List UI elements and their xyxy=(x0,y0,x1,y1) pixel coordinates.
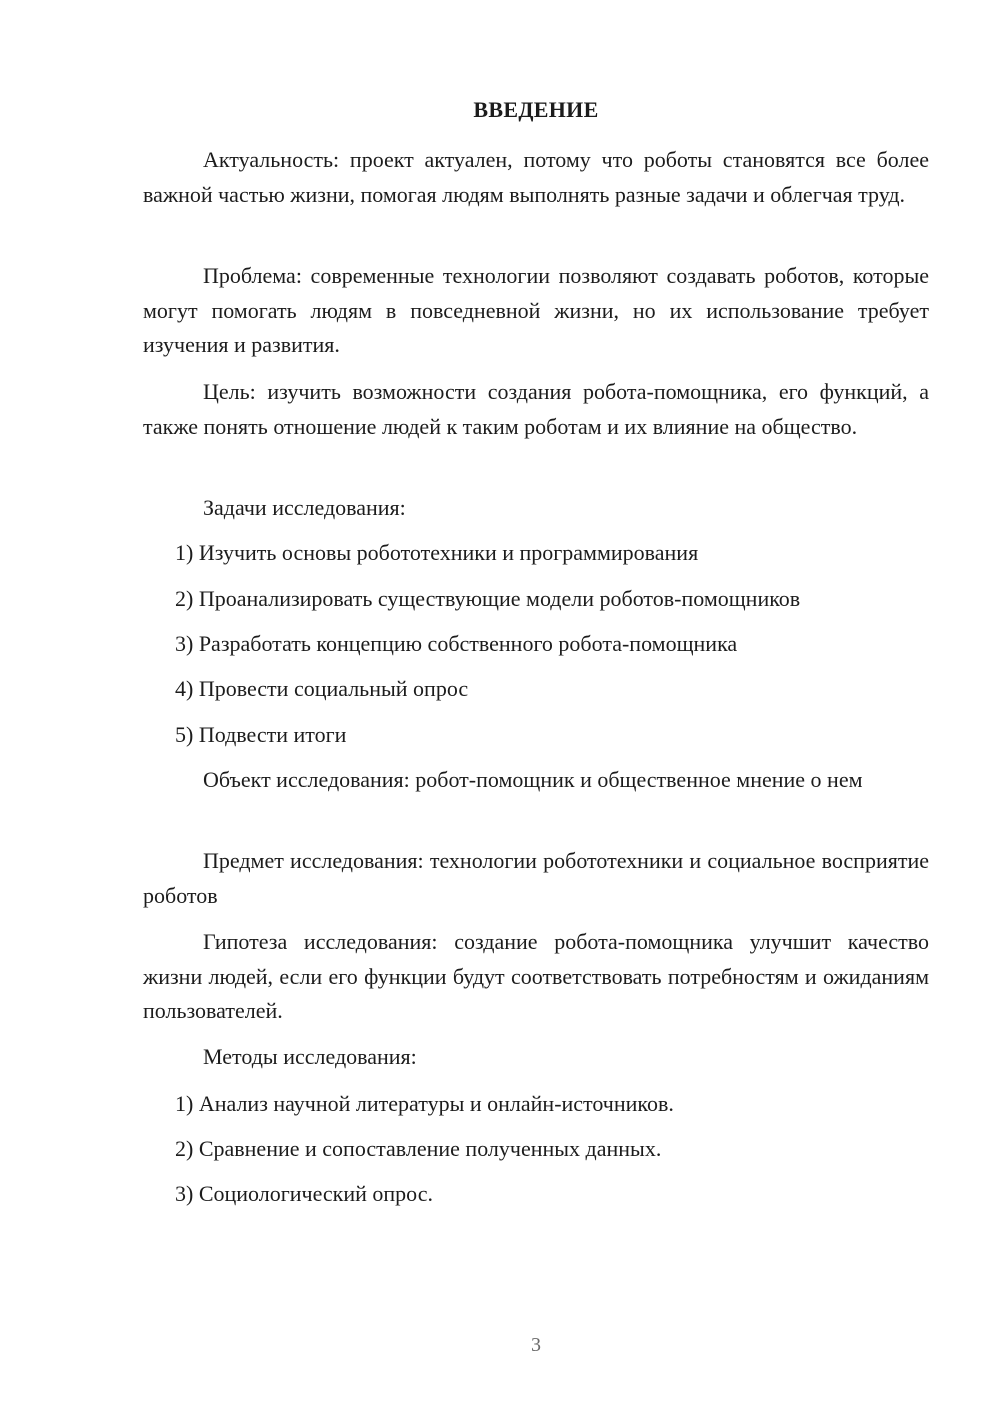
hypothesis-paragraph: Гипотеза исследования: создание робота-помощника улучшит качество жизни людей, если его функции будут соответствовать потребностям и ожиданиям пользователей. xyxy=(143,929,929,1023)
method-item-1: 1) Анализ научной литературы и онлайн-источников. xyxy=(175,1091,674,1116)
task-item-3: 3) Разработать концепцию собственного робота-помощника xyxy=(175,631,738,656)
method-item-2: 2) Сравнение и сопоставление полученных данных. xyxy=(175,1136,662,1161)
method-item-3: 3) Социологический опрос. xyxy=(175,1181,433,1206)
relevance-paragraph: Актуальность: проект актуален, потому что роботы становятся все более важной частью жизни, помогая людям выполнять разные задачи и облегчая труд. xyxy=(143,147,929,207)
page-title: ВВЕДЕНИЕ xyxy=(473,97,599,122)
page-number: 3 xyxy=(531,1334,541,1356)
task-item-5: 5) Подвести итоги xyxy=(175,722,347,747)
task-item-1: 1) Изучить основы робототехники и программирования xyxy=(175,540,699,565)
problem-paragraph: Проблема: современные технологии позволяют создавать роботов, которые могут помогать людям в повседневной жизни, но их использование требует изучения и развития. xyxy=(143,263,929,357)
tasks-heading: Задачи исследования: xyxy=(203,495,406,520)
object-paragraph: Объект исследования: робот-помощник и общественное мнение о нем xyxy=(203,767,863,792)
methods-heading: Методы исследования: xyxy=(203,1044,417,1069)
task-item-2: 2) Проанализировать существующие модели роботов-помощников xyxy=(175,586,801,611)
subject-paragraph: Предмет исследования: технологии робототехники и социальное восприятие роботов xyxy=(143,848,929,908)
goal-paragraph: Цель: изучить возможности создания робота-помощника, его функций, а также понять отношение людей к таким роботам и их влияние на общество. xyxy=(143,379,929,439)
task-item-4: 4) Провести социальный опрос xyxy=(175,676,469,701)
